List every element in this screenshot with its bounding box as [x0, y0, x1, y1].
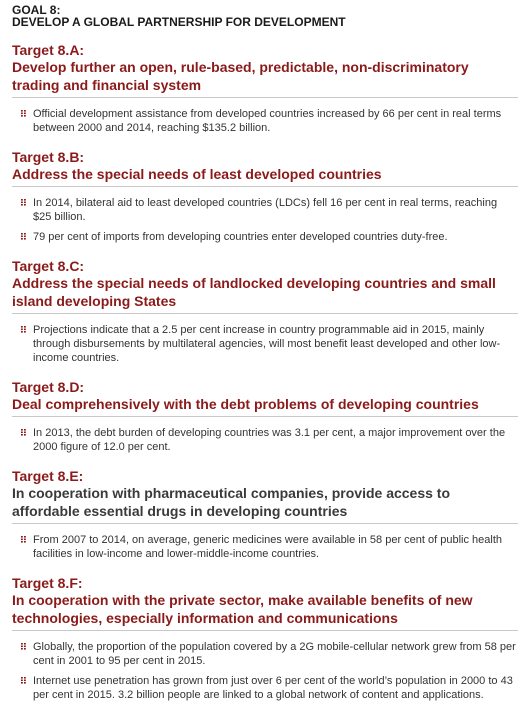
target-8b [12, 149, 518, 244]
dotted-square-bullet-icon [21, 233, 27, 240]
bullet-item [12, 640, 518, 668]
target-title: Develop further an open, rule-based, predictable, non-discriminatory trading and financial system [12, 59, 469, 93]
bullet-list [12, 640, 518, 702]
bullet-list [12, 196, 518, 244]
dotted-square-bullet-icon [21, 677, 27, 684]
divider [12, 313, 518, 314]
target-number: Target 8.F: [12, 575, 83, 591]
target-number: Target 8.C: [12, 258, 85, 274]
bullet-list [12, 533, 518, 561]
bullet-item [12, 426, 518, 454]
goal-label: GOAL 8: [12, 3, 61, 17]
bullet-text: Globally, the proportion of the population covered by a 2G mobile-cellular network grew from 58 per cent in 2001 to 95 per cent in 2015. [33, 641, 516, 667]
bullet-text: In 2013, the debt burden of developing countries was 3.1 per cent, a major improvement over the 2000 figure of 12.0 per cent. [33, 427, 506, 453]
divider [12, 523, 518, 524]
bullet-list [12, 323, 518, 365]
bullet-text: Official development assistance from developed countries increased by 66 per cent in real terms between 2000 and 2014, reaching $135.2 billion. [33, 108, 502, 134]
bullet-item [12, 323, 518, 365]
divider [12, 630, 518, 631]
dotted-square-bullet-icon [21, 429, 27, 436]
divider [12, 97, 518, 98]
bullet-item [12, 674, 518, 702]
bullet-text: Projections indicate that a 2.5 per cent increase in country programmable aid in 2015, mainly through disbursements by multilateral agencies, will most benefit least developed and other low-income countries. [33, 324, 501, 364]
target-title: Address the special needs of landlocked developing countries and small island developing States [12, 275, 496, 309]
bullet-item [12, 230, 518, 244]
target-title: In cooperation with the private sector, make available benefits of new technologies, especially information and communications [12, 592, 473, 626]
bullet-item [12, 196, 518, 224]
bullet-list [12, 426, 518, 454]
goal-title: DEVELOP A GLOBAL PARTNERSHIP FOR DEVELOPMENT [12, 15, 346, 29]
target-number: Target 8.D: [12, 379, 85, 395]
bullet-text: 79 per cent of imports from developing countries enter developed countries duty-free. [33, 231, 448, 243]
bullet-text: From 2007 to 2014, on average, generic medicines were available in 58 per cent of public health facilities in low-income and lower-middle-income countries. [33, 534, 503, 560]
dotted-square-bullet-icon [21, 536, 27, 543]
target-8d [12, 379, 518, 454]
dotted-square-bullet-icon [21, 643, 27, 650]
divider [12, 416, 518, 417]
target-number: Target 8.E: [12, 468, 84, 484]
bullet-item [12, 107, 518, 135]
target-8c [12, 258, 518, 365]
bullet-item [12, 533, 518, 561]
divider [12, 186, 518, 187]
target-title: Address the special needs of least developed countries [12, 166, 382, 182]
target-title: Deal comprehensively with the debt problems of developing countries [12, 396, 479, 412]
dotted-square-bullet-icon [21, 199, 27, 206]
dotted-square-bullet-icon [21, 110, 27, 117]
dotted-square-bullet-icon [21, 326, 27, 333]
target-8f [12, 575, 518, 702]
target-title: In cooperation with pharmaceutical companies, provide access to affordable essential drugs in developing countries [12, 485, 451, 519]
target-8a [12, 42, 518, 135]
bullet-text: Internet use penetration has grown from just over 6 per cent of the world’s population in 2000 to 43 per cent in 2015. 3.2 billion people are linked to a global network of content and applications. [33, 675, 513, 701]
bullet-text: In 2014, bilateral aid to least developed countries (LDCs) fell 16 per cent in real terms, reaching $25 billion. [33, 197, 498, 223]
bullet-list [12, 107, 518, 135]
target-8e [12, 468, 518, 561]
target-number: Target 8.B: [12, 149, 85, 165]
target-number: Target 8.A: [12, 42, 85, 58]
